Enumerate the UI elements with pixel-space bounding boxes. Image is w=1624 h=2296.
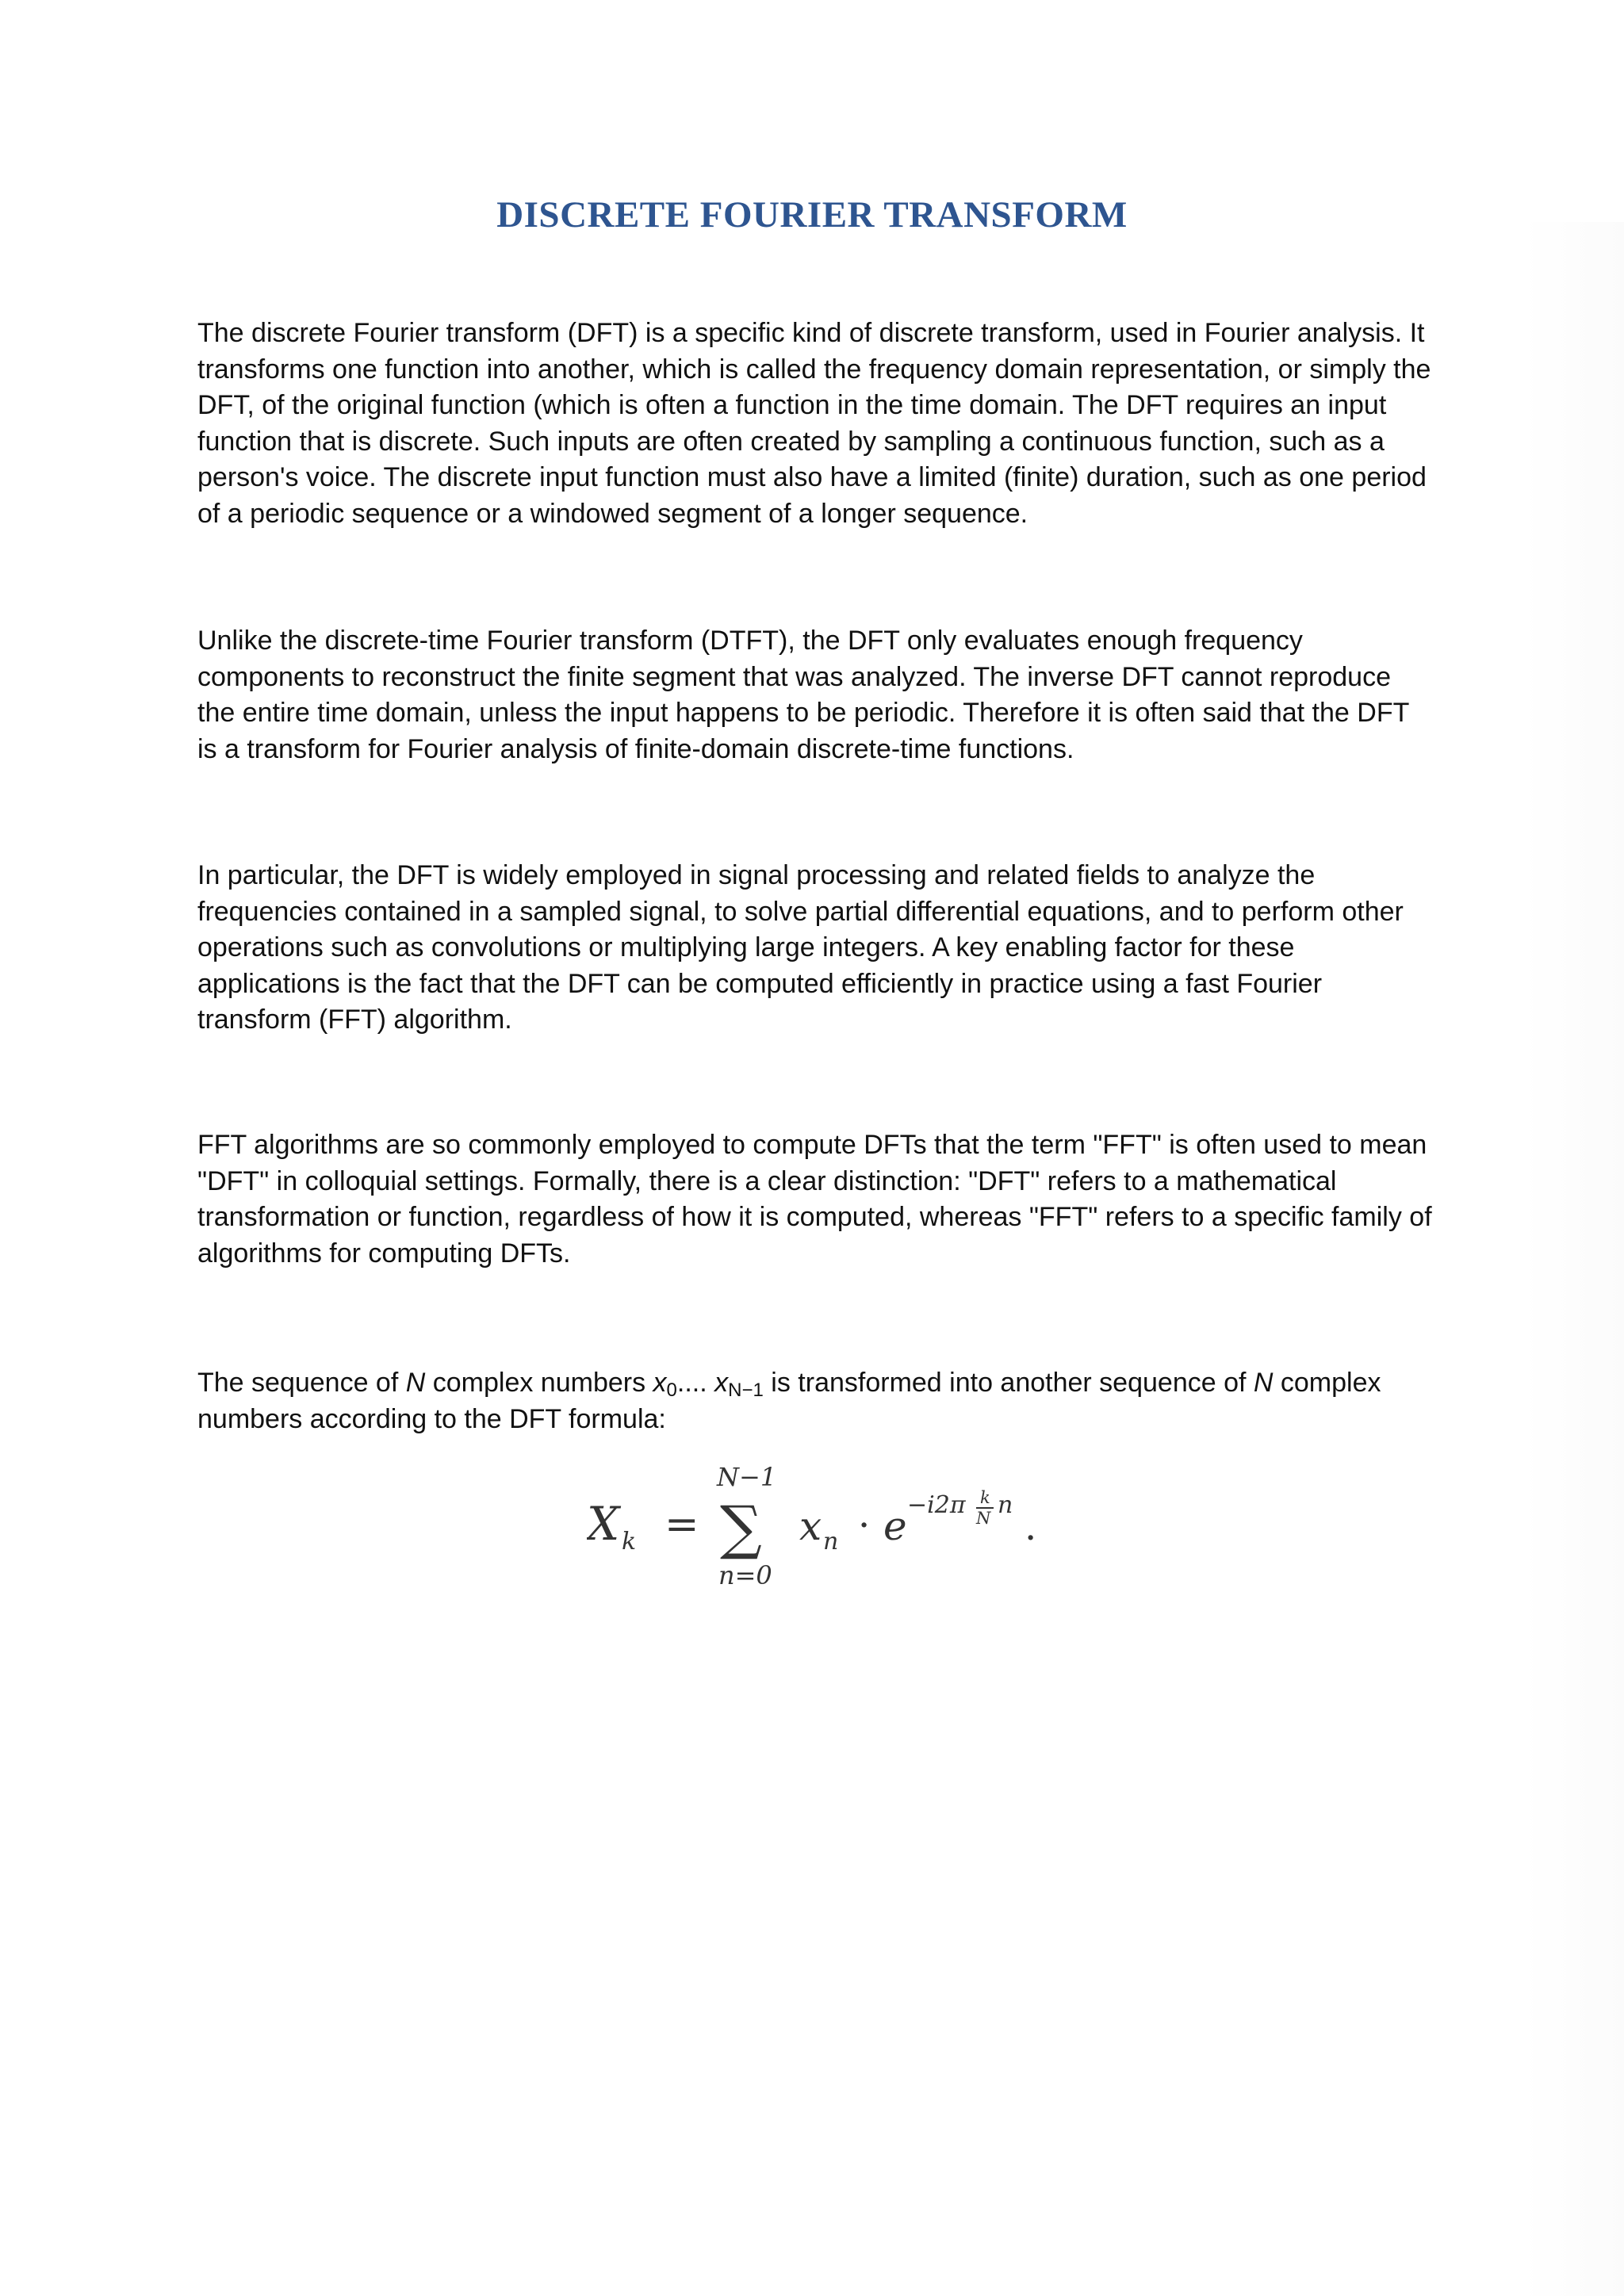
formula-term: x [799,1503,822,1549]
x-symbol-last: x [714,1368,729,1398]
paragraph-dft-intro: The discrete Fourier transform (DFT) is a specific kind of discrete transform, used in Fourier analysis. It transforms one function into another, which is called the frequency domain representation, or simply the DFT, of the original function (which is often a function in the time domain. The DFT requires an input function that is discrete. Such inputs are often created by sampling a continuous function, such as a person's voice. The discrete input function must also have a limited (finite) duration, such as one period of a periodic sequence or a windowed segment of a longer sequence. [197,318,1431,529]
document-title: DISCRETE FOURIER TRANSFORM [496,194,1128,235]
exponent-prefix: −i2π [907,1491,966,1519]
exponent-fraction-denominator: N [976,1509,991,1528]
dft-formula [587,1460,1078,1595]
sequence-text-2: complex numbers [425,1368,653,1398]
sum-upper-limit: N−1 [717,1462,777,1492]
ellipsis: .... [676,1368,707,1398]
formula-lhs-subscript: k [622,1528,637,1556]
formula-dot: · [858,1503,871,1548]
exponent-suffix: n [998,1491,1013,1519]
sequence-text-3: is transformed into another sequence of [763,1368,1254,1398]
page-edge-shade [1522,222,1624,2296]
formula-equals: = [665,1501,699,1548]
formula-lhs: X [587,1497,620,1551]
paragraph-fft-distinction: FFT algorithms are so commonly employed to compute DFTs that the term "FFT" is often used to mean "DFT" in colloquial settings. Formally, there is a clear distinction: "DFT" refers to a mathematical transformation or function, regardless of how it is computed, whereas "FFT" refers to a specific family of algorithms for computing DFTs. [197,1130,1432,1269]
sequence-text-4: complex numbers according to the DFT formula: [197,1368,1381,1434]
formula-period: . [1025,1505,1037,1549]
exponent-fraction-numerator: k [980,1488,990,1507]
n-symbol-2: N [1253,1368,1274,1398]
x-symbol: x [653,1368,667,1398]
subscript-zero: 0 [666,1380,677,1401]
sum-symbol: ∑ [720,1494,762,1562]
sequence-text-1: The sequence of [197,1368,406,1398]
subscript-n-minus-one: N−1 [728,1380,764,1401]
dft-formula-svg [587,1460,1078,1595]
paragraph-dft-applications: In particular, the DFT is widely employed in signal processing and related fields to analyze the frequencies contained in a sampled signal, to solve partial differential equations, and to perform other operations such as convolutions or multiplying large integers. A key enabling factor for these applications is the fact that the DFT can be computed efficiently in practice using a fast Fourier transform (FFT) algorithm. [197,860,1404,1035]
formula-base: e [883,1503,907,1549]
formula-term-subscript: n [823,1528,839,1556]
paragraph-dtft-comparison: Unlike the discrete-time Fourier transform (DTFT), the DFT only evaluates enough frequency components to reconstruct the finite segment that was analyzed. The inverse DFT cannot reproduce the entire time domain, unless the input happens to be periodic. Therefore it is often said that the DFT is a transform for Fourier analysis of finite-domain discrete-time functions. [197,626,1409,764]
n-symbol: N [405,1368,426,1398]
paragraph-sequence-definition [197,1365,1434,1437]
sum-lower-limit: n=0 [718,1560,772,1590]
